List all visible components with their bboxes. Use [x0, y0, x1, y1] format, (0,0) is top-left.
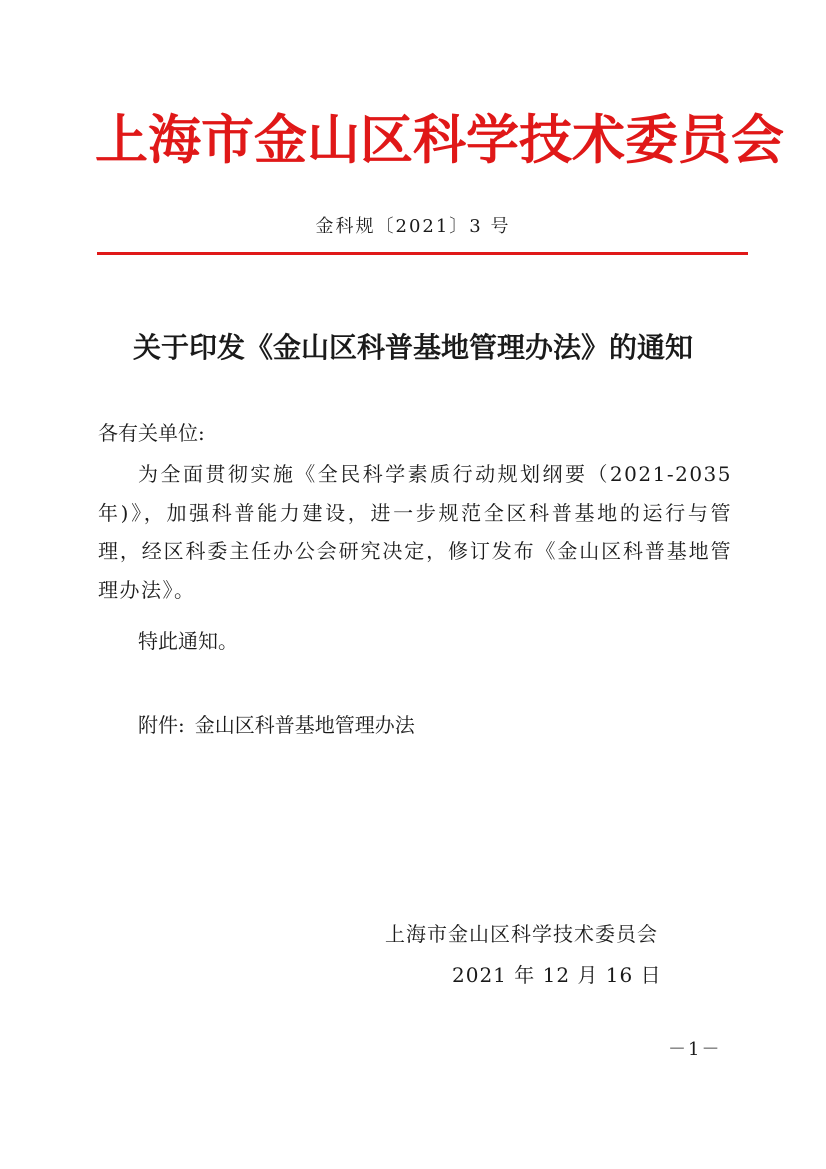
closing-text: 特此通知。 [138, 629, 238, 653]
organization-header-title: 上海市金山区科学技术委员会 [95, 109, 784, 171]
attachment-name: 金山区科普基地管理办法 [194, 713, 415, 737]
document-number: 金科规〔2021〕3 号 [315, 216, 511, 237]
red-divider-rule [97, 252, 748, 255]
notice-title: 关于印发《金山区科普基地管理办法》的通知 [132, 331, 693, 364]
body-paragraph: 为全面贯彻实施《全民科学素质行动规划纲要（2021-2035年)》，加强科普能力建设，进一步规范全区科普基地的运行与管理，经区科委主任办公会研究决定，修订发布《金山区科普基地管理办法》。 [98, 462, 732, 602]
attachment-label: 附件: [138, 713, 185, 737]
attachment-line [138, 710, 415, 740]
page-number: －1－ [668, 1039, 722, 1060]
signature-date: 2021 年 12 月 16 日 [452, 963, 662, 987]
signature-organization: 上海市金山区科学技术委员会 [385, 922, 658, 946]
salutation: 各有关单位: [98, 421, 205, 445]
